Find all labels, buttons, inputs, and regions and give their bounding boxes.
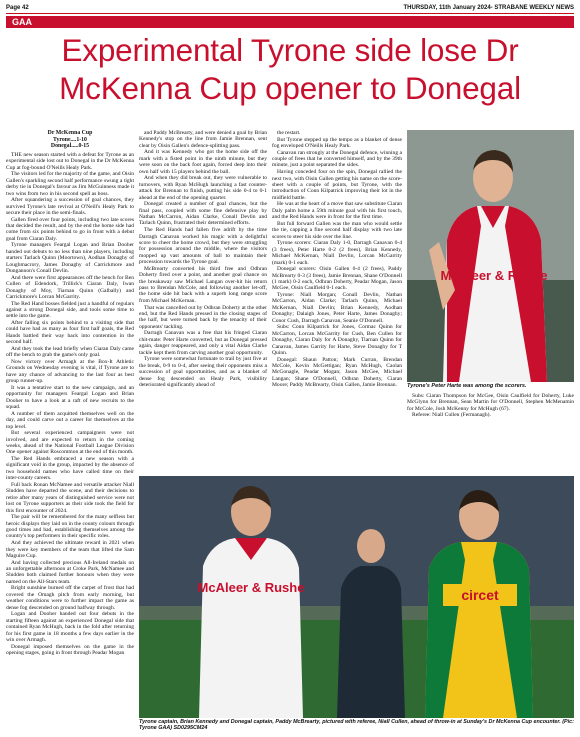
article-paragraph: and Paddy McBrearty, and were denied a goal by Brian Kennedy's stop on the line from Jamie Brennan, sent clear by Oisin Gallen's defence-splitting pass. <box>139 130 267 149</box>
article-column-2 <box>139 130 267 474</box>
article-paragraph: Tyrone were somewhat fortunate to trail by just five at the break, 0-9 to 0-4, after seeing their opponents miss a succession of goal opportunities, and as a blanket of dense fog descended on Healy Park, visibility deteriorated significantly ahead of <box>139 356 267 388</box>
player-illustration <box>407 130 574 382</box>
article-paragraph: Having conceded four on the spin, Donegal rallied the next two, with Oisin Gallen getting his name on the score-sheet with a couple of points, but Tyrone, with the introduction of Conn Kilpatrick improving their lot in the midfield battle. <box>272 169 402 201</box>
article-paragraph: And there were first appearances off the bench for Ben Cullen of Edendork, Trillick's Ciaran Daly, Iwan Donaghy of Moy, Tiarnan Quinn (Galbally) and Carrickmore's Lorcan McGarrity. <box>6 274 134 300</box>
article-paragraph: But full forward Gallen was the man who would settle the tie, capping a fine second half display with two late scores to steer his side over the line. <box>272 220 402 240</box>
article-paragraph: Gallen fired over four points, including two late scores that decided the result, and by the end the home side had come from six points behind to go in front with a debut goal from Ciaran Daly. <box>6 216 134 242</box>
article-paragraph: Subs: Ciaran Thompson for McGee, Oisin Caulfield for Doherty, Luke McGlynn for Brennan, Sean Martin for O'Donnell, Stephen McMenamin for McCole, Josh McKenny for McHugh (67). <box>407 393 574 412</box>
article-paragraph: And they took the lead briefly when Ciaran Daly came off the bench to grab the game's only goal. <box>6 345 134 359</box>
article-paragraph: Referee: Niall Cullen (Fermanagh). <box>412 412 491 419</box>
article-paragraph: He was at the heart of a move that saw substitute Ciaran Daly palm home a 59th minute goal with his first touch, and the Red Hands were in front for the first time. <box>272 201 402 221</box>
page-number: Page 42 <box>6 5 29 11</box>
article-paragraph: Darragh Canavan was a free that his fringed Ciaran chit-mate: Peter Harte converted, but as Donegal pressed again, danger reappeared, and only a vital Aidan Clarke tackle kept them from carving another goal opportunity. <box>139 330 267 356</box>
article-paragraph: Donegal imposed themselves on the game in the opening stages, going in front through Peadar Mogan <box>6 643 134 657</box>
header-rule <box>6 13 574 14</box>
sponsor-text-2: McAleer & Rushe <box>197 580 305 595</box>
photo-caption-1: Tyrone's Peter Harte was among the scorers. <box>407 383 527 389</box>
article-paragraph: Full back Ronan McNamee and versatile attacker Niall Sludden have departed the scene, and their decisions to retire after many years of distinguished service were not lost on Tyrone supporters as their side took the field for this first encounter of 2024. <box>6 481 134 514</box>
article-paragraph: Tyrone scorers: Ciaran Daly 1-0, Darragh Canavan 0-4 (3 frees), Peter Harte 0-2 (2 frees), Brian Kennedy, Michael McKernan, Niall Devlin, Lorcan McGarrity (mark) 0-1 each. <box>272 240 402 266</box>
article-column-3 <box>272 130 402 474</box>
article-paragraph: And having collected precious All-Ireland medals on an unforgettable afternoon at Croke Park, McNamee and Sludden both claimed further honours when they were named on the All-Stars team. <box>6 559 134 585</box>
article-paragraph: Bright sunshine burned off the carpet of frost that had covered the Omagh pitch from early morning, but weather conditions were to further impact the game as dense fog descended on ground halfway through. <box>6 585 134 611</box>
headline: Experimental Tyrone side lose Dr McKenna Cup opener to Donegal <box>59 32 521 106</box>
article-paragraph: Tyrone managers Feargal Logan and Brian Dooher handed out debuts to no less than nine players, including starters Tarlach Quinn (Moortown), Aodhan Donaghy of Loughmacrory, James Donaghy of Carrickmore and Dungannon's Conall Devlin. <box>6 242 134 275</box>
article-paragraph: That was cancelled out by Odhran Doherty at the other end, but the Red Hands pressed in the closing stages of the half, but were turned back by the tenacity of their opponents' tackling. <box>139 304 267 330</box>
page-header <box>6 3 574 13</box>
article-column-1 <box>6 130 134 734</box>
scoreline-away: Donegal.....0-15 <box>50 143 90 150</box>
article-paragraph: But several experienced campaigners were not involved, and are expected to return in the coming weeks, ahead of the National Football League Division One opener against Roscommon at the end of this month. <box>6 430 134 456</box>
article-paragraph: And they achieved the ultimate reward in 2021 when they were key members of the team that lifted the Sam Maguire Cup. <box>6 540 134 559</box>
article-paragraph: And when they did break out, they were vulnerable to turnovers, with Ryan McHugh launching a fast counter-attack for Brennan to finish, putting his side 0-4 to 0-1 ahead at the end of the opening quarter. <box>139 175 267 201</box>
article-paragraph: Donegal scorers: Oisin Gallen 0-4 (2 frees), Paddy McBrearty 0-3 (3 frees), Jamie Brennan, Shane O'Donnell (1 mark) 0-2 each, Odhran Doherty, Peadar Mogan, Jason McGee, Oisin Caulfield 0-1 each. <box>272 266 402 292</box>
captains-illustration <box>139 476 574 718</box>
photo-caption-2: Tyrone captain, Brian Kennedy and Donegal captain, Paddy McBrearty, pictured with referee, Niall Cullen, ahead of throw-in at Sunday's Dr McKenna Cup encounter. (Pic: Tyrone GAA) SD0295CM24 <box>139 719 574 732</box>
article-paragraph: Tyrone: Niall Morgan; Conall Devlin, Nathan McCarron, Aidan Clarke; Tarlach Quinn, Michael McKernan, Niall Devlin; Brian Kennedy, Aodhan Donaghy; Dalaigh Jones, Peter Harte, James Donaghy; Conor Cush, Darragh Canavan, Seanie O'Donnell. <box>272 292 402 324</box>
article-paragraph: THE new season started with a defeat for Tyrone as an experimental side lost out to Donegal in the Dr McKenna Cup at fog-bound O'Neills Healy Park. <box>6 151 134 171</box>
article-paragraph: Canavan ran strongly at the Donegal defence, winning a couple of frees that he converted himself, and by the 39th minute, just a point separated the sides. <box>272 149 402 169</box>
scoreline <box>6 130 134 150</box>
article-paragraph: The pair will be remembered for the many selfless but heroic displays they laid on in the county colours through good times and bad, establishing themselves among the country's top performers in their specific roles. <box>6 514 134 540</box>
article-paragraph: But Tyrone stepped up the tempo as a blanket of dense fog enveloped O'Neills Healy Park. <box>272 136 402 150</box>
article-paragraph: the restart. <box>277 130 301 136</box>
article-paragraph: The Red Hands embraced a new season with a significant void in the group, impacted by the absence of two household names who have called time on their inter-county careers. <box>6 456 134 482</box>
scoreline-home: Tyrone....1-10 <box>53 136 87 143</box>
article-paragraph: The visitors led for the majority of the game, and Oisin Gallen's sparkling second half performance swung a tight derby tie in Donegal's favour as Jim McGuinness made it two wins from two in his second spell as boss. <box>6 171 134 197</box>
article-paragraph: It was a tentative start to the new campaign, and an opportunity for managers Feargal Logan and Brian Dooher to have a look at a raft of new recruits to the squad. <box>6 384 134 411</box>
article-column-4 <box>407 393 574 419</box>
article-paragraph: Now victory over Armagh at the Box-It Athletic Grounds on Wednesday evening is vital, if Tyrone are to have any chance of advancing to the last four as best group runner-up. <box>6 358 134 385</box>
article-paragraph: McBrearty converted his third free and Odhran Doherty fired over a point, and another goal chance on the breakaway saw Michael Langan over-hit his return pass to Brendan McCole, and following another let-off, the home side hit back with a superb long range score from Michael McKernan. <box>139 265 267 304</box>
article-paragraph: Logan and Dooher handed out four debuts in the starting fifteen against an experienced Donegal side that contained Ryan McHugh, back in the fold after returning for his first game in 18 months a few days earlier in the win over Armagh. <box>6 611 134 643</box>
issue-line: THURSDAY, 11th January 2024- STRABANE WEEKLY NEWS <box>403 5 574 11</box>
article-paragraph: The Red Hands had fallen five adrift by the time Darragh Canavan worked his magic with a delightful score to cheer the home crowd, but they were struggling for possession around the middle, where the visitors mopped up vast amounts of ball to maintain their procession towards the Tyrone goal. <box>139 227 267 266</box>
article-paragraph: Donegal created a number of goal chances, but the final pass, coupled with some fine defensive play by Nathan McCarron, Aidan Clarke, Conall Devlin and Tarlach Quinn, frustrated their determined efforts. <box>139 201 267 227</box>
article-paragraph: After squandering a succession of goal chances, they survived Tyrone's late revival at O'Neill's Healy Park to secure their place in the semi-finals. <box>6 197 134 216</box>
article-paragraph: The Red Hand bosses fielded just a handful of regulars against a strong Donegal side, and tools some time to settle into the game. <box>6 300 134 320</box>
sponsor-text-3: circet <box>461 587 499 603</box>
article-paragraph: Donegal: Shaun Patton; Mark Curran, Brendan McCole, Kevin McGettigan; Ryan McHugh, Caolan McGonagle, Peadar Mogan; Jason McGee, Michael Langan; Shane O'Donnell, Odhran Doherty, Ciaran Moore; Paddy McBrearty, Oisin Gallen, Jamie Brennan. <box>272 356 402 389</box>
article-paragraph: Subs: Conn Kilpatrick for Jones, Cormac Quinn for McCarron, Lorcan McGarrity for Cush, Ben Cullen for Donaghy, Ciaran Daly for A Donaghy, Tiarnan Quinn for Canavan, James Garrity for Harte, Steve Donaghy for T Quinn. <box>272 324 402 357</box>
article-paragraph: And it was Kennedy who got the home side off the mark with a fisted point in the ninth minute, but they were soon on the back foot again, forced deep into their own half with 15 players behind the ball. <box>139 149 267 175</box>
photo-captains-referee <box>139 476 574 718</box>
photo-peter-harte <box>407 130 574 382</box>
article-paragraph: A number of them acquitted themselves well on the day, and could carve out a career for themselves at the top level. <box>6 410 134 430</box>
section-bar <box>6 16 574 28</box>
section-label: GAA <box>6 16 38 28</box>
scoreline-competition: Dr McKenna Cup <box>47 130 93 136</box>
article-column-1-body <box>6 152 134 657</box>
article-paragraph: After falling six points behind to a visiting side that could have had as many as four first half goals, the Red Hands battled their way back into contention in the second half. <box>6 320 134 346</box>
sponsor-text-1: McAleer & Rushe <box>440 268 548 283</box>
